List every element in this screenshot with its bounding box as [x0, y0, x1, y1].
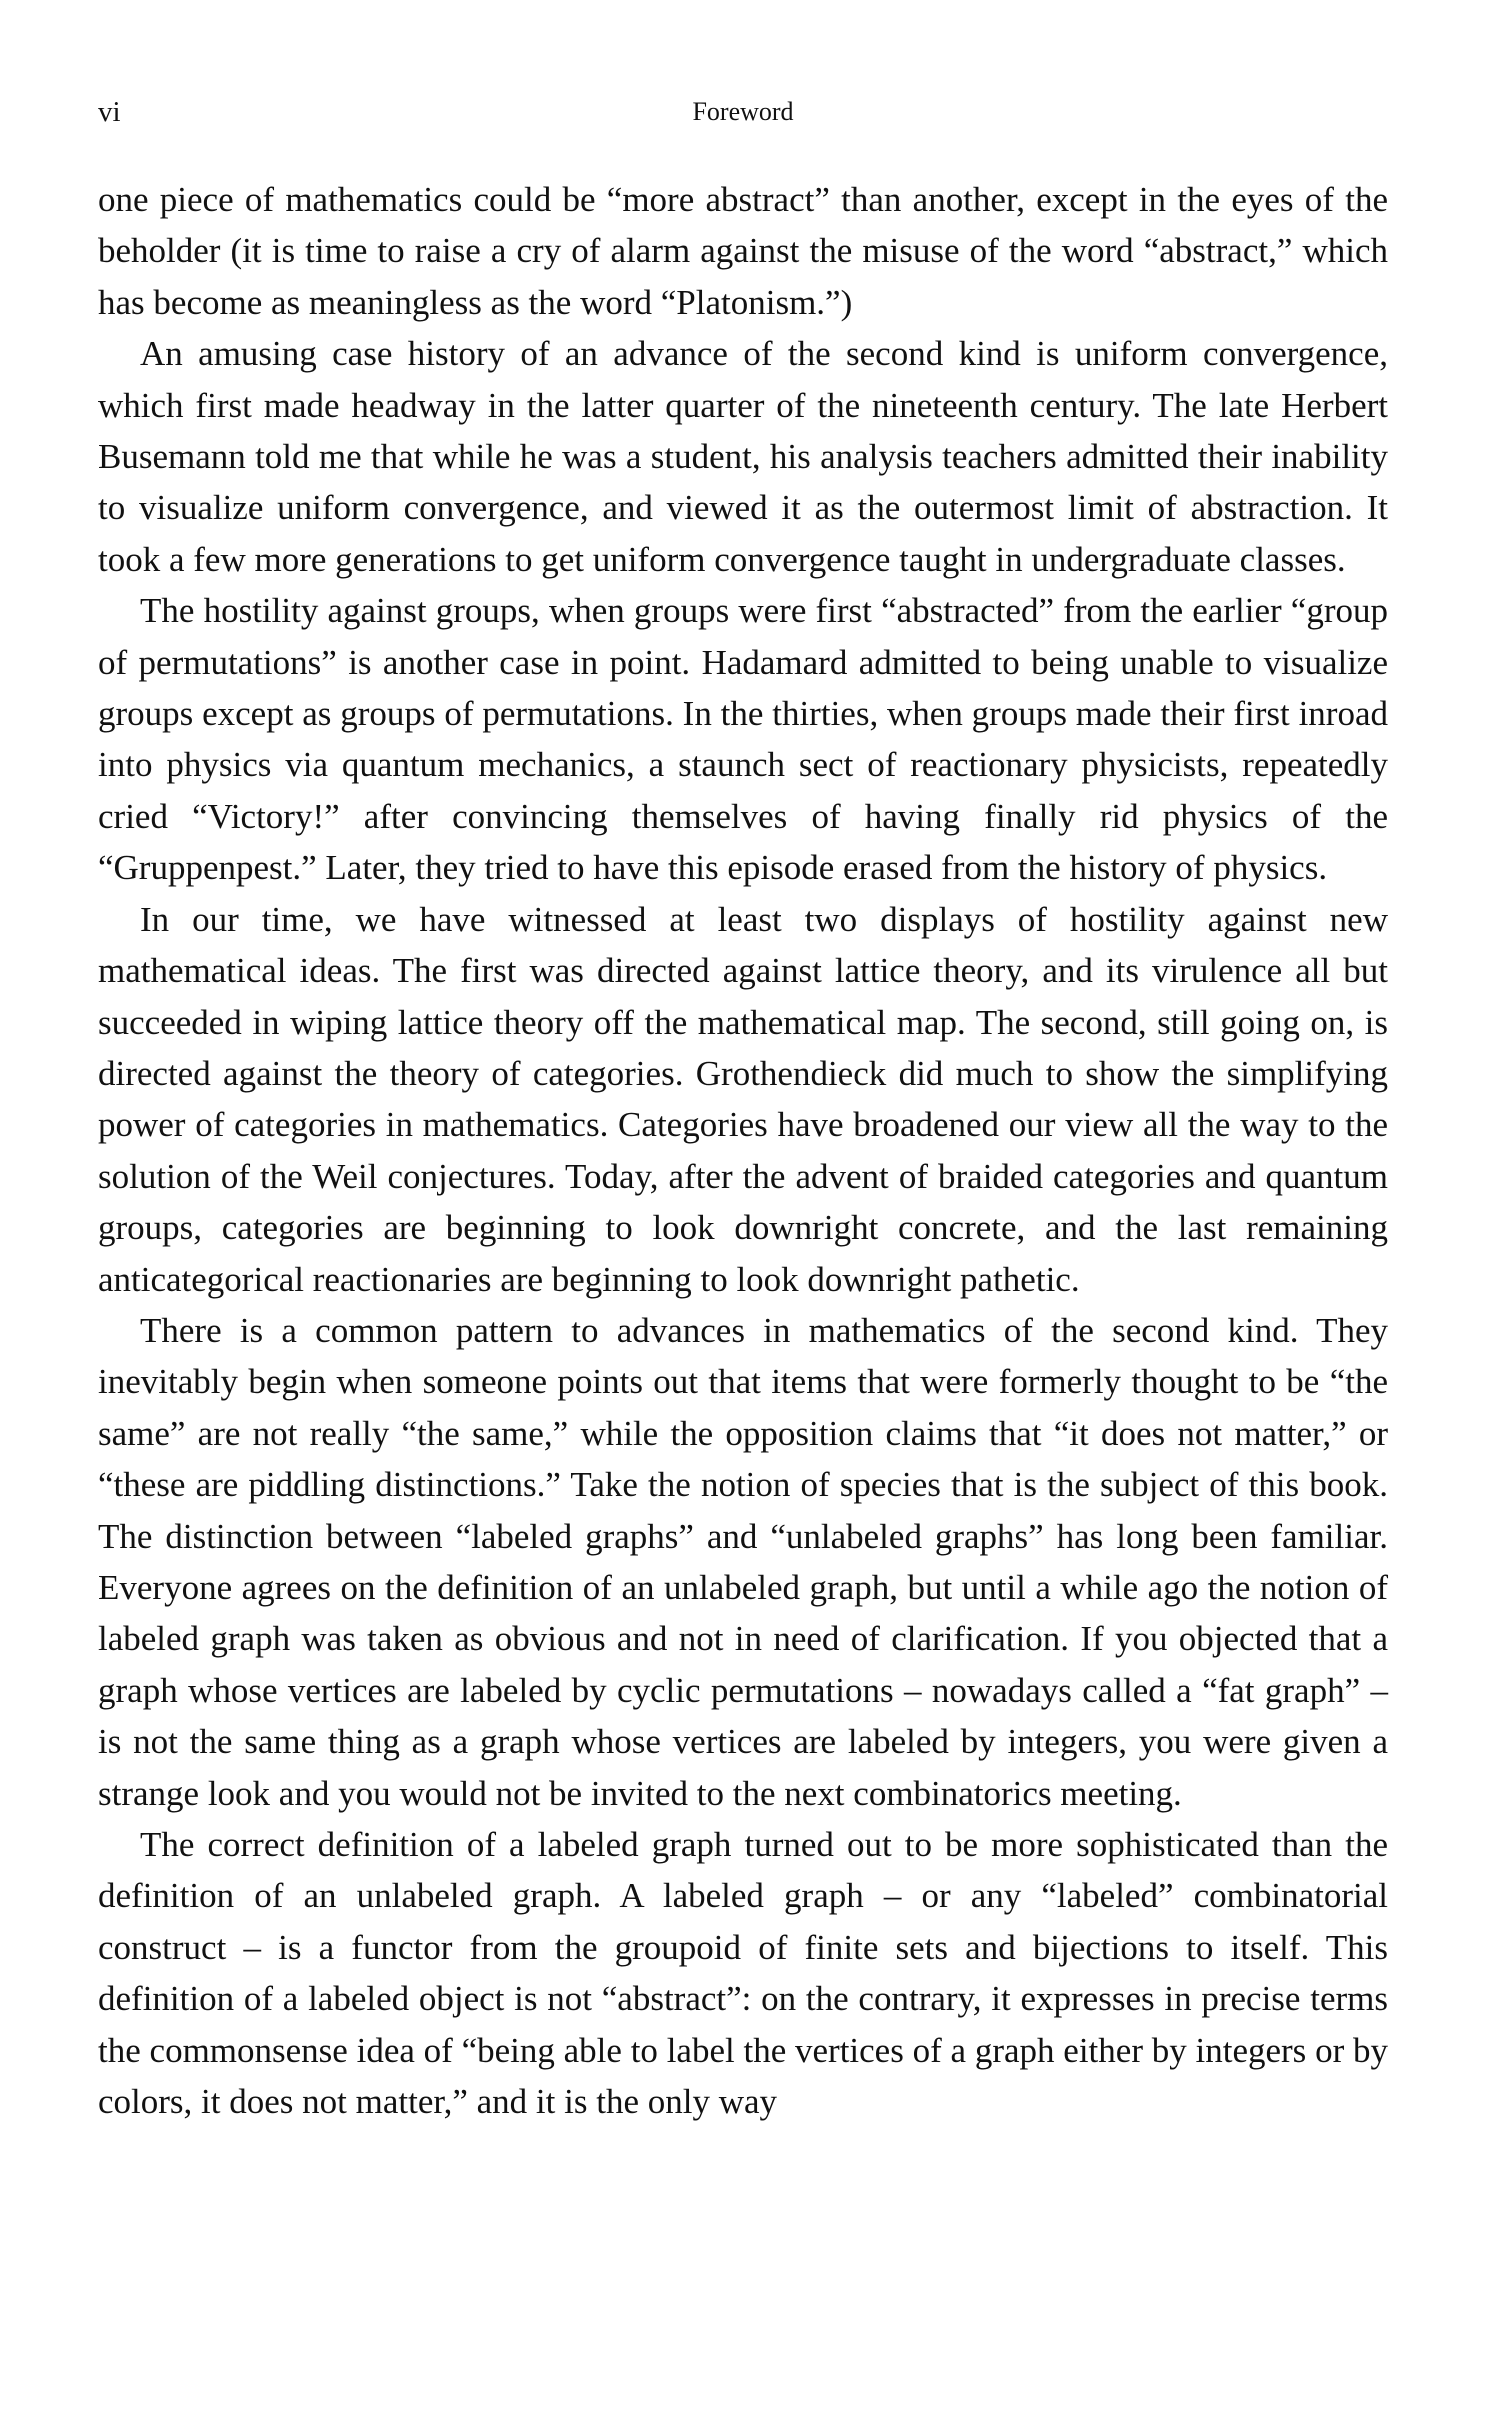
- page-header: [98, 92, 1388, 132]
- paragraph: The correct definition of a labeled graph turned out to be more sophisticated than the definition of an unlabeled graph. A labeled graph – or any “labeled” combinatorial construct – is a functor from the groupoid of finite sets and bijections to itself. This definition of a labeled object is not “abstract”: on the contrary, it expresses in precise terms the commonsense idea of “being able to label the vertices of a graph either by integers or by colors, it does not matter,” and it is the only way: [98, 1825, 1388, 2122]
- body-text: [98, 174, 1388, 2127]
- paragraph: The hostility against groups, when groups were first “abstracted” from the earlier “group of permutations” is another case in point. Hadamard admitted to being unable to visualize groups except as groups of permutations. In the thirties, when groups made their first inroad into physics via quantum mechanics, a staunch sect of reactionary physicists, repeatedly cried “Victory!” after convincing themselves of having finally rid physics of the “Gruppenpest.” Later, they tried to have this episode erased from the history of physics.: [98, 591, 1388, 888]
- paragraph: one piece of mathematics could be “more abstract” than another, except in the eyes of the beholder (it is time to raise a cry of alarm against the misuse of the word “abstract,” which has become as meaningless as the word “Platonism.”): [98, 180, 1388, 322]
- paragraph: An amusing case history of an advance of the second kind is uniform convergence, which first made headway in the latter quarter of the nineteenth century. The late Herbert Busemann told me that while he was a student, his analysis teachers admitted their inability to visualize uniform convergence, and viewed it as the outermost limit of abstraction. It took a few more generations to get uniform convergence taught in undergraduate classes.: [98, 334, 1388, 579]
- running-head: Foreword: [692, 97, 794, 126]
- paragraph: There is a common pattern to advances in mathematics of the second kind. They inevitably begin when someone points out that items that were formerly thought to be “the same” are not really “the same,” while the opposition claims that “it does not matter,” or “these are piddling distinctions.” Take the notion of species that is the subject of this book. The distinction between “labeled graphs” and “unlabeled graphs” has long been familiar. Everyone agrees on the definition of an unlabeled graph, but until a while ago the notion of labeled graph was taken as obvious and not in need of clarification. If you objected that a graph whose vertices are labeled by cyclic permutations – nowadays called a “fat graph” – is not the same thing as a graph whose vertices are labeled by integers, you were given a strange look and you would not be invited to the next combinatorics meeting.: [98, 1310, 1388, 1813]
- page-number: vi: [98, 96, 121, 128]
- paragraph: In our time, we have witnessed at least two displays of hostility against new mathematical ideas. The first was directed against lattice theory, and its virulence all but succeeded in wiping lattice theory off the mathematical map. The second, still going on, is directed against the theory of categories. Grothendieck did much to show the simplifying power of categories in mathematics. Categories have broadened our view all the way to the solution of the Weil conjectures. Today, after the advent of braided categories and quantum groups, categories are beginning to look downright concrete, and the last remaining anticategorical reactionaries are beginning to look downright pathetic.: [98, 899, 1388, 1299]
